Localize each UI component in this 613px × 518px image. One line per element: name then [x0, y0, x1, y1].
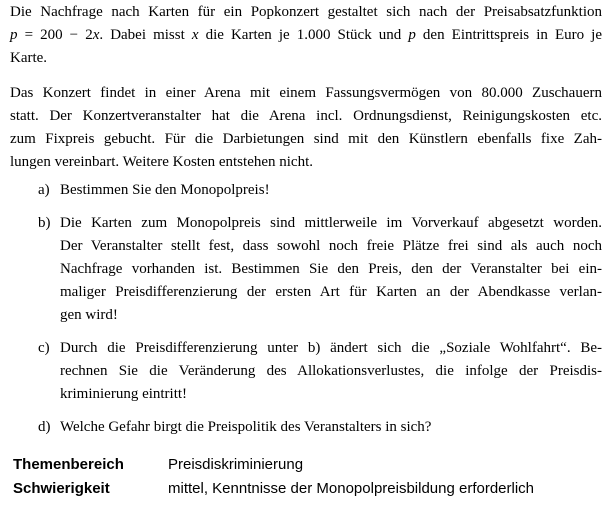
metadata-row-topic — [13, 453, 602, 477]
task-item-b — [10, 212, 602, 327]
arena-line-2: statt. Der Konzertveranstalter hat die Arena incl. Ordnungsdienst, Reinigungskosten etc. — [10, 108, 602, 124]
variable-x: x — [92, 27, 100, 43]
task-body-a — [60, 179, 602, 202]
task-c-line-1: Durch die Preisdifferenzierung unter b) ändert sich die „Soziale Wohlfahrt“. Be- — [60, 340, 602, 356]
intro-line-1: Die Nachfrage nach Karten für ein Popkonzert gestaltet sich nach der Preisabsatzfunktion — [10, 4, 602, 20]
variable-p: p — [408, 27, 416, 43]
task-b-line-3: Nachfrage vorhanden ist. Bestimmen Sie den Preis, den der Veranstalter bei ein- — [60, 261, 602, 277]
task-b-line-1: Die Karten zum Monopolpreis sind mittlerweile im Vorverkauf abgesetzt worden. — [60, 215, 602, 231]
intro-paragraph — [10, 1, 602, 70]
arena-line-4: lungen vereinbart. Weitere Kosten entstehen nicht. — [10, 154, 313, 170]
task-d-line-1: Welche Gefahr birgt die Preispolitik des Veranstalters in sich? — [60, 419, 432, 435]
task-list — [10, 179, 602, 439]
metadata-row-difficulty — [13, 477, 602, 501]
task-item-d — [10, 416, 602, 439]
intro-line-2-text-1: . Dabei misst — [99, 27, 192, 43]
task-c-line-3: kriminierung eintritt! — [60, 386, 188, 402]
task-c-line-2: rechnen Sie die Veränderung des Allokationsverlustes, die infolge der Preisdis- — [60, 363, 602, 379]
task-b-line-2: Der Veranstalter stellt fest, dass sowohl noch freie Plätze frei sind als auch noch — [60, 238, 602, 254]
metadata-footer — [10, 453, 602, 501]
task-marker-b: b) — [38, 215, 51, 231]
task-marker-c: c) — [38, 340, 50, 356]
task-b-line-4: maliger Preisdifferenzierung der ersten Art für Karten an der Abendkasse verlan- — [60, 284, 602, 300]
intro-line-2-formula — [10, 24, 602, 47]
task-b-line-5: gen wird! — [60, 307, 118, 323]
arena-paragraph — [10, 82, 602, 174]
task-item-c — [10, 337, 602, 406]
formula-equation: = 200 − 2 — [17, 27, 93, 43]
task-body-d — [60, 416, 602, 439]
task-body-b — [60, 212, 602, 327]
arena-line-1: Das Konzert findet in einer Arena mit einem Fassungsvermögen von 80.000 Zuschauern — [10, 85, 602, 101]
topic-label: Themenbereich — [13, 456, 124, 473]
intro-line-2-text-2: die Karten je 1.000 Stück und — [198, 27, 409, 43]
intro-line-3: Karte. — [10, 50, 48, 66]
task-a-line-1: Bestimmen Sie den Monopolpreis! — [60, 182, 270, 198]
arena-line-3: zum Fixpreis gebucht. Für die Darbietungen sind mit den Künstlern ebenfalls fixe Zah- — [10, 131, 602, 147]
difficulty-label: Schwierigkeit — [13, 480, 110, 497]
task-body-c — [60, 337, 602, 406]
task-marker-d: d) — [38, 419, 51, 435]
variable-p: p — [10, 27, 18, 43]
difficulty-value: mittel, Kenntnisse der Monopolpreisbildung erforderlich — [168, 480, 535, 497]
intro-line-2-text-3: den Eintrittspreis in Euro je — [415, 27, 602, 43]
task-item-a — [10, 179, 602, 202]
topic-value: Preisdiskriminierung — [168, 456, 304, 473]
variable-x: x — [191, 27, 199, 43]
task-marker-a: a) — [38, 182, 50, 198]
